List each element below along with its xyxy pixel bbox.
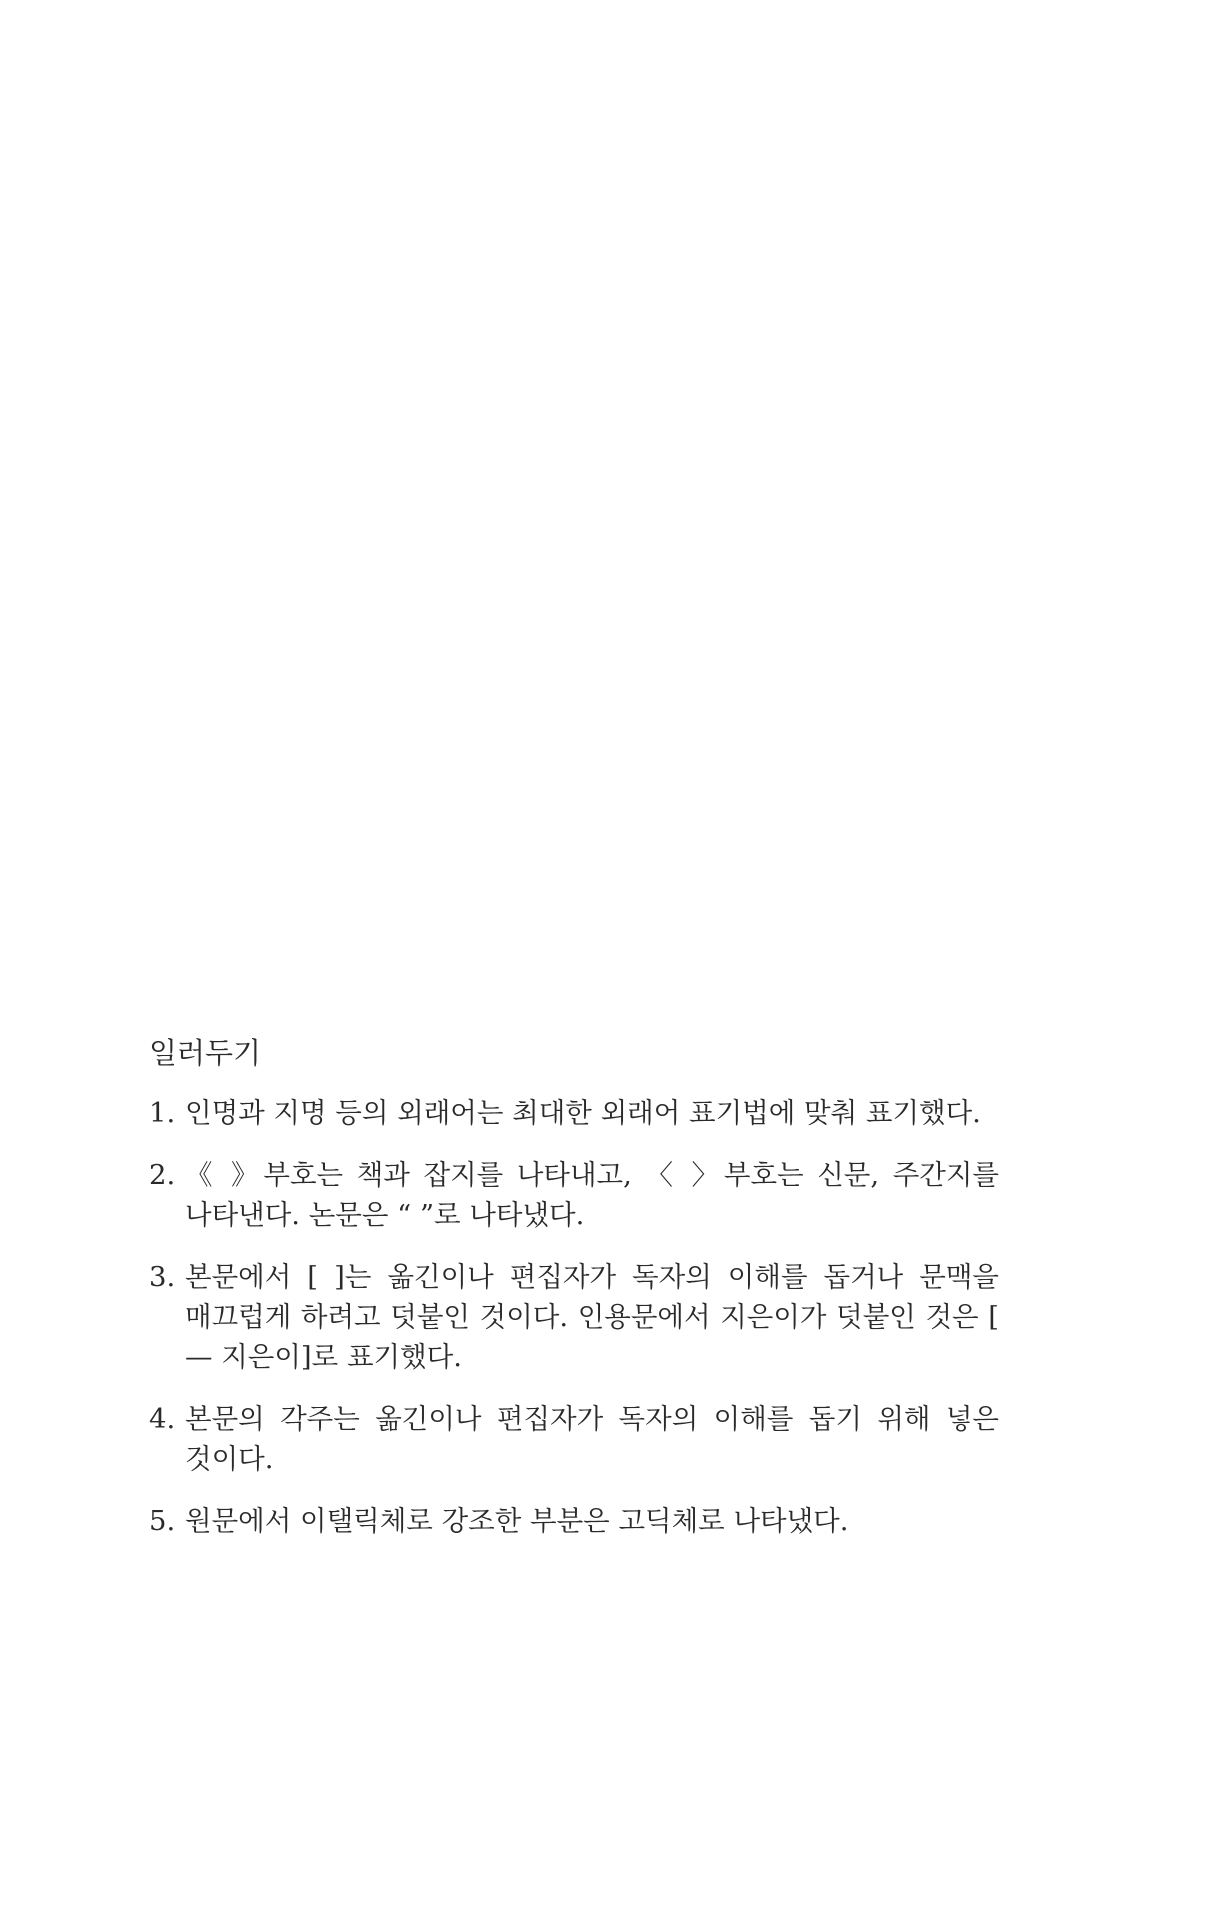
notes-list (149, 1093, 999, 1541)
note-number: 4. (149, 1403, 176, 1435)
note-number: 1. (149, 1097, 176, 1129)
note-item (149, 1257, 999, 1377)
editorial-notes (149, 1033, 999, 1563)
note-number: 2. (149, 1159, 176, 1191)
note-number: 3. (149, 1261, 176, 1293)
note-item (149, 1093, 999, 1133)
note-text: 본문의 각주는 옮긴이나 편집자가 독자의 이해를 돕기 위해 넣은 것이다. (185, 1403, 999, 1475)
note-item (149, 1399, 999, 1479)
note-item (149, 1155, 999, 1235)
note-item (149, 1501, 999, 1541)
note-text: 본문에서 [ ]는 옮긴이나 편집자가 독자의 이해를 돕거나 문맥을 매끄럽게 하려고 덧붙인 것이다. 인용문에서 지은이가 덧붙인 것은 [ — 지은이]로 표기했다. (185, 1261, 999, 1373)
notes-heading: 일러두기 (149, 1036, 262, 1070)
note-text: 《 》부호는 책과 잡지를 나타내고, 〈 〉부호는 신문, 주간지를 나타낸다. 논문은 “ ”로 나타냈다. (185, 1159, 999, 1231)
note-number: 5. (149, 1505, 176, 1537)
note-text: 인명과 지명 등의 외래어는 최대한 외래어 표기법에 맞춰 표기했다. (185, 1097, 981, 1129)
note-text: 원문에서 이탤릭체로 강조한 부분은 고딕체로 나타냈다. (185, 1505, 849, 1537)
